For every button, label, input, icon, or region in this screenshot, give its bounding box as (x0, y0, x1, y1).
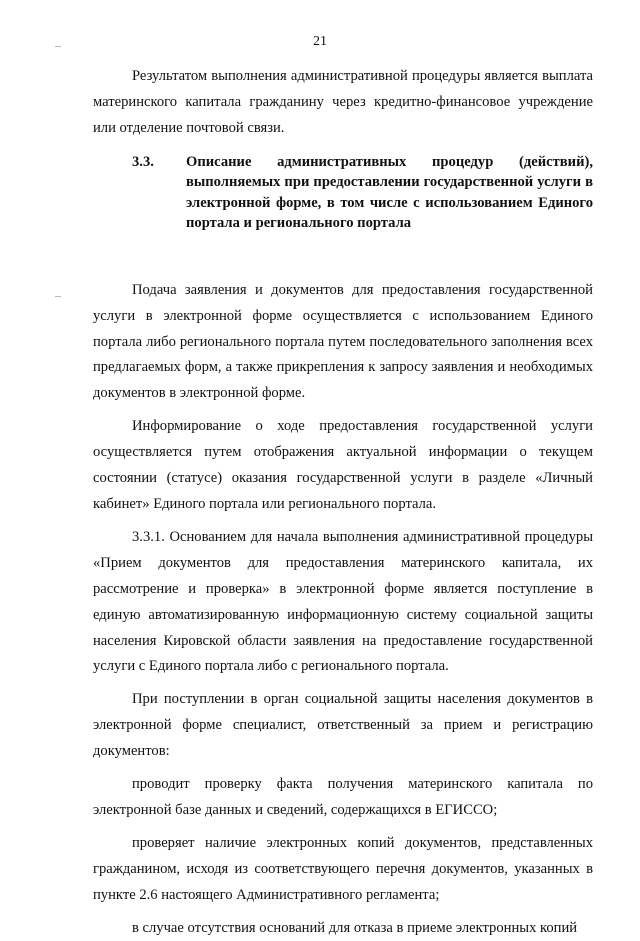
margin-mark (55, 296, 61, 297)
margin-mark (55, 46, 61, 47)
paragraph: 3.3.1. Основанием для начала выполнения административной процедуры «Прием документов для предоставления материнского капитала, их рассмотрение и проверка» в электронной форме является поступление в единую автоматизированную информационную систему социальной защиты населения Кировской области заявления на предоставление государственной услуги с Единого портала либо с регионального портала. (93, 528, 593, 675)
paragraph: Информирование о ходе предоставления государственной услуги осуществляется путем отображения актуальной информации о текущем состоянии (статусе) оказания государственной услуги в разделе «Личный кабинет» Единого портала или регионального портала. (93, 418, 593, 512)
list-paragraph: в случае отсутствия оснований для отказа в приеме электронных копий (132, 919, 578, 936)
section-heading-text: Описание административных процедур (действий), выполняемых при предоставлении государственной услуги в электронной форме, в том числе с использованием Единого портала и регионального портала (186, 153, 593, 232)
paragraph: Подача заявления и документов для предоставления государственной услуги в электронной форме осуществляется с использованием Единого портала либо регионального портала путем последовательного заполнения всех предлагаемых форм, а также прикрепления к запросу заявления и необходимых документов в электронной форме. (93, 281, 593, 402)
list-paragraph: проводит проверку факта получения материнского капитала по электронной базе данных и сведений, содержащихся в ЕГИССО; (93, 776, 593, 818)
paragraph: При поступлении в орган социальной защиты населения документов в электронной форме специалист, ответственный за прием и регистрацию документов: (93, 691, 593, 760)
section-heading-number: 3.3. (132, 153, 154, 170)
paragraph-result: Результатом выполнения административной процедуры является выплата материнского капитала гражданину через кредитно-финансовое учреждение или отделение почтовой связи. (93, 68, 593, 136)
document-body (93, 64, 593, 941)
list-paragraph: проверяет наличие электронных копий документов, представленных гражданином, исходя из соответствующего перечня документов, указанных в пункте 2.6 настоящего Административного регламента; (93, 834, 593, 903)
page-number: 21 (313, 34, 327, 49)
section-heading (93, 152, 593, 234)
